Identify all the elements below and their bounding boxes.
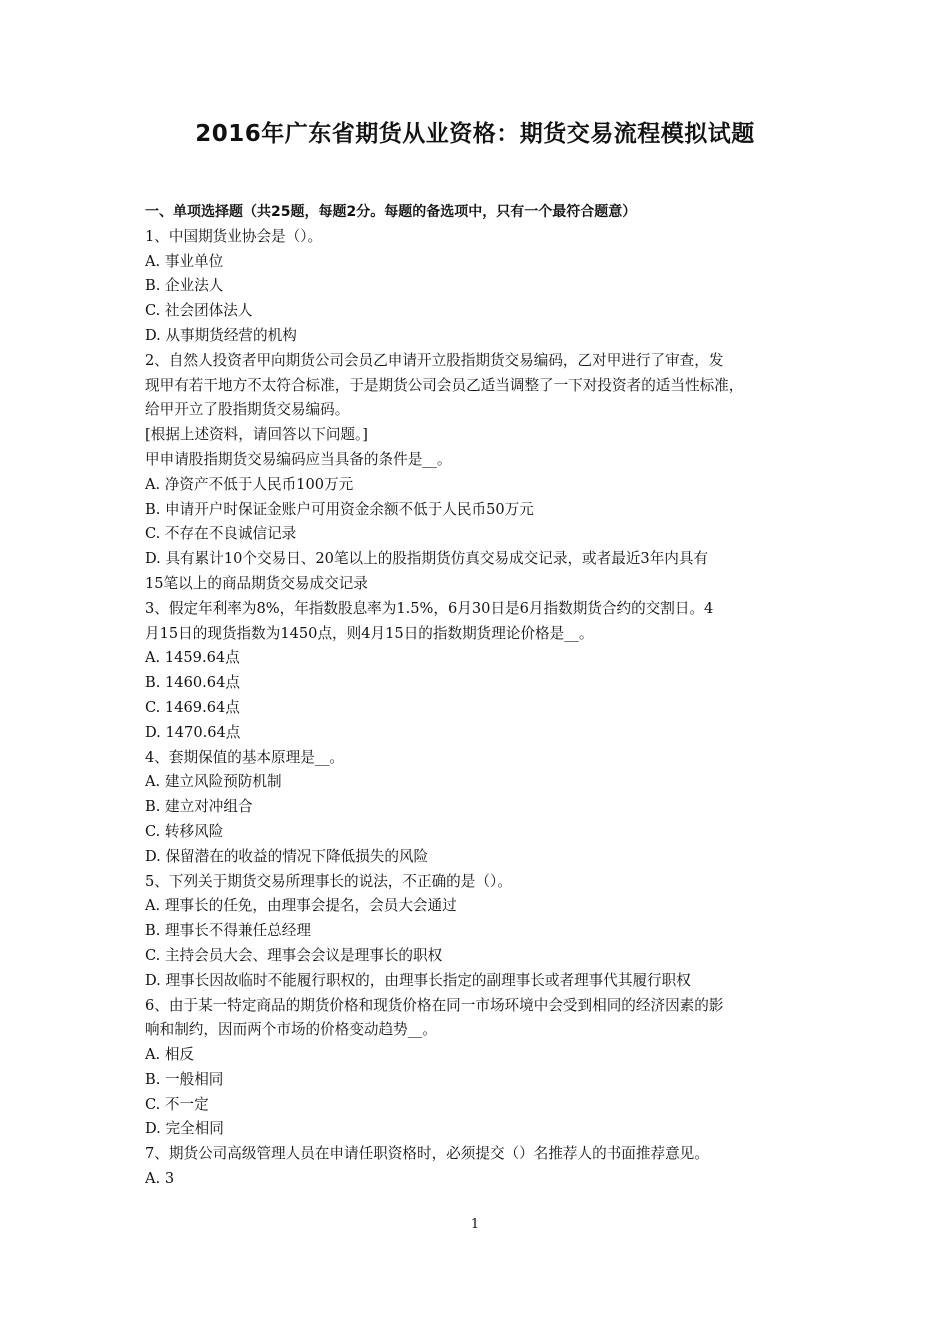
text-line: 月15日的现货指数为1450点，则4月15日的指数期货理论价格是__。 [145, 624, 594, 642]
text-line: 响和制约，因而两个市场的价格变动趋势__。 [145, 1021, 437, 1039]
document-body [145, 200, 813, 1192]
text-line: A. 建立风险预防机制 [145, 773, 282, 791]
text-line: D. 具有累计10个交易日、20笔以上的股指期货仿真交易成交记录，或者最近3年内具有 [145, 550, 709, 568]
document-title: 2016年广东省期货从业资格：期货交易流程模拟试题 [195, 121, 755, 147]
text-line: A. 事业单位 [145, 252, 224, 270]
page-number: 1 [470, 1217, 480, 1232]
text-line: B. 申请开户时保证金账户可用资金余额不低于人民币50万元 [145, 500, 534, 518]
text-line: B. 企业法人 [145, 277, 224, 295]
text-line: 7、期货公司高级管理人员在申请任职资格时，必须提交（）名推荐人的书面推荐意见。 [145, 1145, 709, 1163]
text-line: A. 1459.64点 [145, 649, 240, 667]
text-line: A. 3 [145, 1170, 175, 1188]
text-line: D. 完全相同 [145, 1120, 224, 1138]
text-line: C. 不存在不良诚信记录 [145, 525, 297, 543]
text-line: [根据上述资料，请回答以下问题。] [145, 426, 368, 444]
text-line: D. 1470.64点 [145, 723, 241, 741]
question-lines [145, 225, 813, 1192]
section-heading: 一、单项选择题（共25题，每题2分。每题的备选项中，只有一个最符合题意） [145, 204, 637, 220]
text-line: 现甲有若干地方不太符合标准，于是期货公司会员乙适当调整了一下对投资者的适当性标准， [145, 376, 744, 394]
text-line: A. 净资产不低于人民币100万元 [145, 475, 354, 493]
text-line: B. 1460.64点 [145, 674, 240, 692]
text-line: C. 转移风险 [145, 822, 224, 840]
text-line: D. 保留潜在的收益的情况下降低损失的风险 [145, 847, 429, 865]
text-line: D. 从事期货经营的机构 [145, 326, 297, 344]
text-line: A. 相反 [145, 1046, 195, 1064]
text-line: 2、自然人投资者甲向期货公司会员乙申请开立股指期货交易编码，乙对甲进行了审查，发 [145, 351, 724, 369]
text-line: C. 1469.64点 [145, 698, 240, 716]
text-line: 甲申请股指期货交易编码应当具备的条件是__。 [145, 450, 452, 468]
text-line: 3、假定年利率为8%，年指数股息率为1.5%，6月30日是6月指数期货合约的交割日。4 [145, 599, 714, 617]
text-line: 1、中国期货业协会是（）。 [145, 227, 323, 245]
text-line: B. 理事长不得兼任总经理 [145, 922, 311, 940]
text-line: D. 理事长因故临时不能履行职权的，由理事长指定的副理事长或者理事代其履行职权 [145, 971, 691, 989]
text-line: B. 一般相同 [145, 1070, 224, 1088]
text-line: 15笔以上的商品期货交易成交记录 [145, 574, 368, 592]
text-line: C. 不一定 [145, 1095, 209, 1113]
text-line: C. 社会团体法人 [145, 302, 253, 320]
text-line: 6、由于某一特定商品的期货价格和现货价格在同一市场环境中会受到相同的经济因素的影 [145, 996, 724, 1014]
text-line: 4、套期保值的基本原理是__。 [145, 748, 345, 766]
text-line: 5、下列关于期货交易所理事长的说法，不正确的是（）。 [145, 872, 512, 890]
text-line: C. 主持会员大会、理事会会议是理事长的职权 [145, 946, 443, 964]
text-line: 给甲开立了股指期货交易编码。 [145, 401, 350, 419]
text-line: B. 建立对冲组合 [145, 798, 253, 816]
text-line: A. 理事长的任免，由理事会提名，会员大会通过 [145, 897, 457, 915]
